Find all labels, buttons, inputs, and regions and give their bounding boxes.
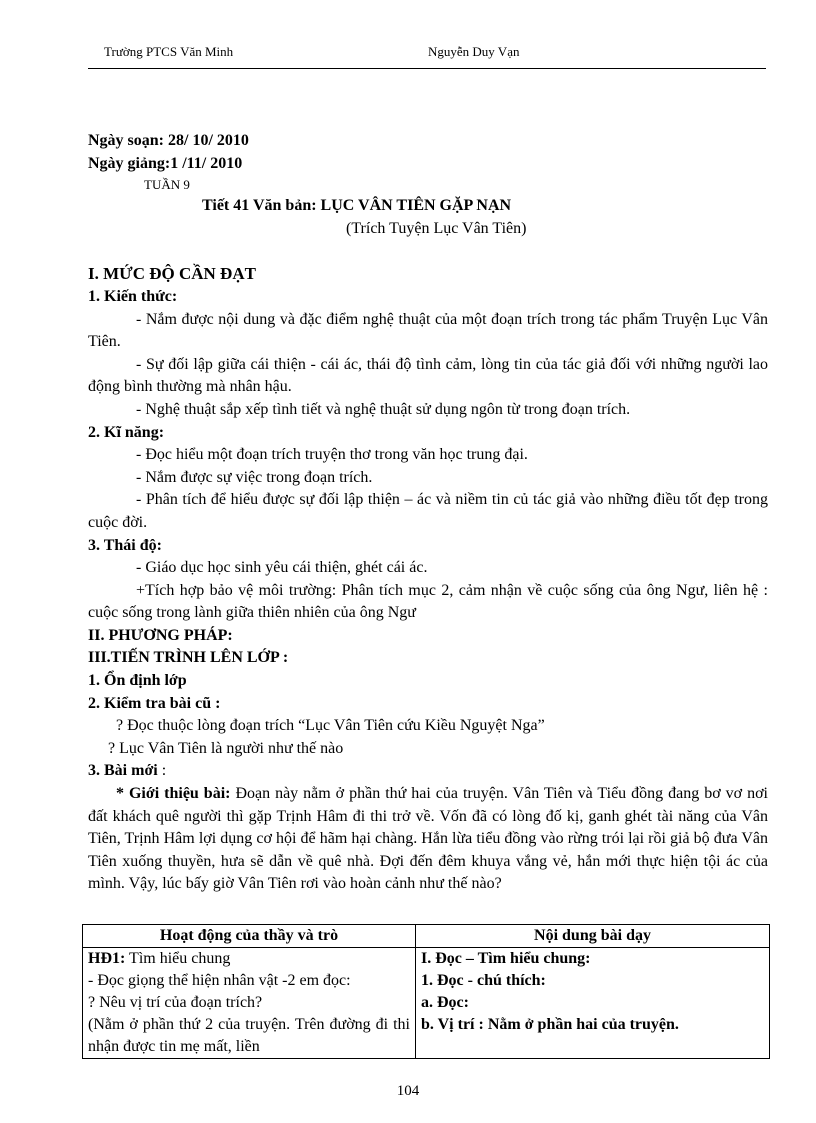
hd1-label: HĐ1:	[88, 950, 126, 967]
table-header-activity: Hoạt động của thầy và trò	[83, 925, 416, 948]
activity-line	[88, 948, 410, 970]
new-lesson-colon: :	[157, 762, 167, 780]
content-line: a. Đọc:	[421, 994, 469, 1011]
prep-date: Ngày soạn: 28/ 10/ 2010	[88, 132, 249, 149]
skills-item-2: - Nắm được sự việc trong đoạn trích.	[136, 468, 373, 486]
header-divider	[88, 68, 766, 69]
heading-attitude: 3. Thái độ:	[88, 536, 162, 554]
table-row	[83, 948, 770, 1059]
intro-text: Đoạn này nằm ở phần thứ hai của truyện. Vân Tiên và Tiểu đồng đang bơ vơ nơi đất khách quê người thì gặp Trịnh Hâm đi thi trở về. Vốn đã có lòng đố kị, ganh ghét tài năng của Vân Tiên, Trịnh Hâm lợi dụng cơ hội để hãm hại chàng. Hắn lừa tiểu đồng vào rừng trói lại rồi giả bộ đưa Vân Tiên xuống thuyền, hưa sẽ dẫn về quê nhà. Đợi đến đêm khuya vắng vẻ, hắn mới thực hiện tội ác của mình. Vậy, lúc bấy giờ Vân Tiên rơi vào hoàn cảnh như thế nào?	[88, 785, 768, 893]
step-class-setup: 1. Ổn định lớp	[88, 672, 187, 690]
activity-line: - Đọc giọng thể hiện nhân vật -2 em đọc:	[88, 972, 351, 989]
week-label: TUẦN 9	[144, 177, 190, 193]
teach-date: Ngày giảng:1 /11/ 2010	[88, 154, 243, 172]
content-line: I. Đọc – Tìm hiểu chung:	[421, 950, 591, 967]
step-new-lesson	[88, 760, 768, 783]
attitude-item-1: - Giáo dục học sinh yêu cái thiện, ghét cái ác.	[136, 559, 428, 577]
heading-knowledge: 1. Kiến thức:	[88, 287, 178, 305]
step-review: 2. Kiểm tra bài cũ :	[88, 694, 221, 712]
lesson-title: Tiết 41 Văn bản: LỤC VÂN TIÊN GẶP NẠN	[202, 197, 512, 215]
content-line: 1. Đọc - chú thích:	[421, 972, 546, 989]
lesson-table	[82, 924, 770, 1059]
review-question-2: ? Lục Vân Tiên là người như thế nào	[108, 739, 344, 757]
header-teacher: Nguyễn Duy Vạn	[428, 44, 520, 59]
skills-item-3: - Phân tích để hiểu được sự đối lập thiện – ác và niềm tin củ tác giả vào những điều tốt đẹp trong cuộc đời.	[88, 491, 768, 531]
activity-line: (Nằm ở phần thứ 2 của truyện. Trên đường đi thi nhận được tin mẹ mất, liền	[88, 1016, 410, 1055]
table-header-row	[83, 925, 770, 948]
knowledge-item-3: - Nghệ thuật sắp xếp tình tiết và nghệ thuật sử dụng ngôn từ trong đoạn trích.	[136, 400, 631, 418]
lesson-subtitle: (Trích Tuyện Lục Vân Tiên)	[346, 219, 527, 237]
hd1-text: Tìm hiểu chung	[125, 950, 231, 967]
lesson-body	[88, 130, 768, 896]
page-number: 104	[396, 1083, 420, 1099]
lesson-intro	[88, 783, 768, 896]
skills-item-1: - Đọc hiểu một đoạn trích truyện thơ trong văn học trung đại.	[136, 446, 528, 464]
knowledge-item-1: - Nắm được nội dung và đặc điểm nghệ thuật của một đoạn trích trong tác phẩm Truyện Lục Vân Tiên.	[88, 310, 768, 351]
header-school: Trường PTCS Văn Minh	[104, 44, 234, 59]
table-header-content: Nội dung bài dạy	[416, 925, 770, 948]
section-method: II. PHƯƠNG PHÁP:	[88, 626, 233, 644]
content-cell	[416, 948, 770, 1059]
heading-skills: 2. Kĩ năng:	[88, 423, 165, 441]
attitude-item-2: +Tích hợp bảo vệ môi trường: Phân tích mục 2, cảm nhận về cuộc sống của ông Ngư, liên hệ : cuộc sống trong lành giữa thiên nhiên của ông Ngư	[88, 581, 768, 622]
new-lesson-label: 3. Bài mới	[88, 762, 158, 780]
section-procedure: III.TIẾN TRÌNH LÊN LỚP :	[88, 649, 289, 667]
review-question-1: ? Đọc thuộc lòng đoạn trích “Lục Vân Tiên cứu Kiều Nguyệt Nga”	[116, 717, 545, 735]
knowledge-item-2: - Sự đối lập giữa cái thiện - cái ác, thái độ tình cảm, lòng tin của tác giả đối với những người lao động bình thường mà nhân hậu.	[88, 355, 768, 396]
intro-label: * Giới thiệu bài:	[116, 785, 231, 803]
activity-cell	[83, 948, 416, 1059]
activity-line: ? Nêu vị trí của đoạn trích?	[88, 994, 263, 1011]
section-objectives: I. MỨC ĐỘ CẦN ĐẠT	[88, 264, 256, 284]
content-line: b. Vị trí : Nằm ở phần hai của truyện.	[421, 1016, 679, 1033]
